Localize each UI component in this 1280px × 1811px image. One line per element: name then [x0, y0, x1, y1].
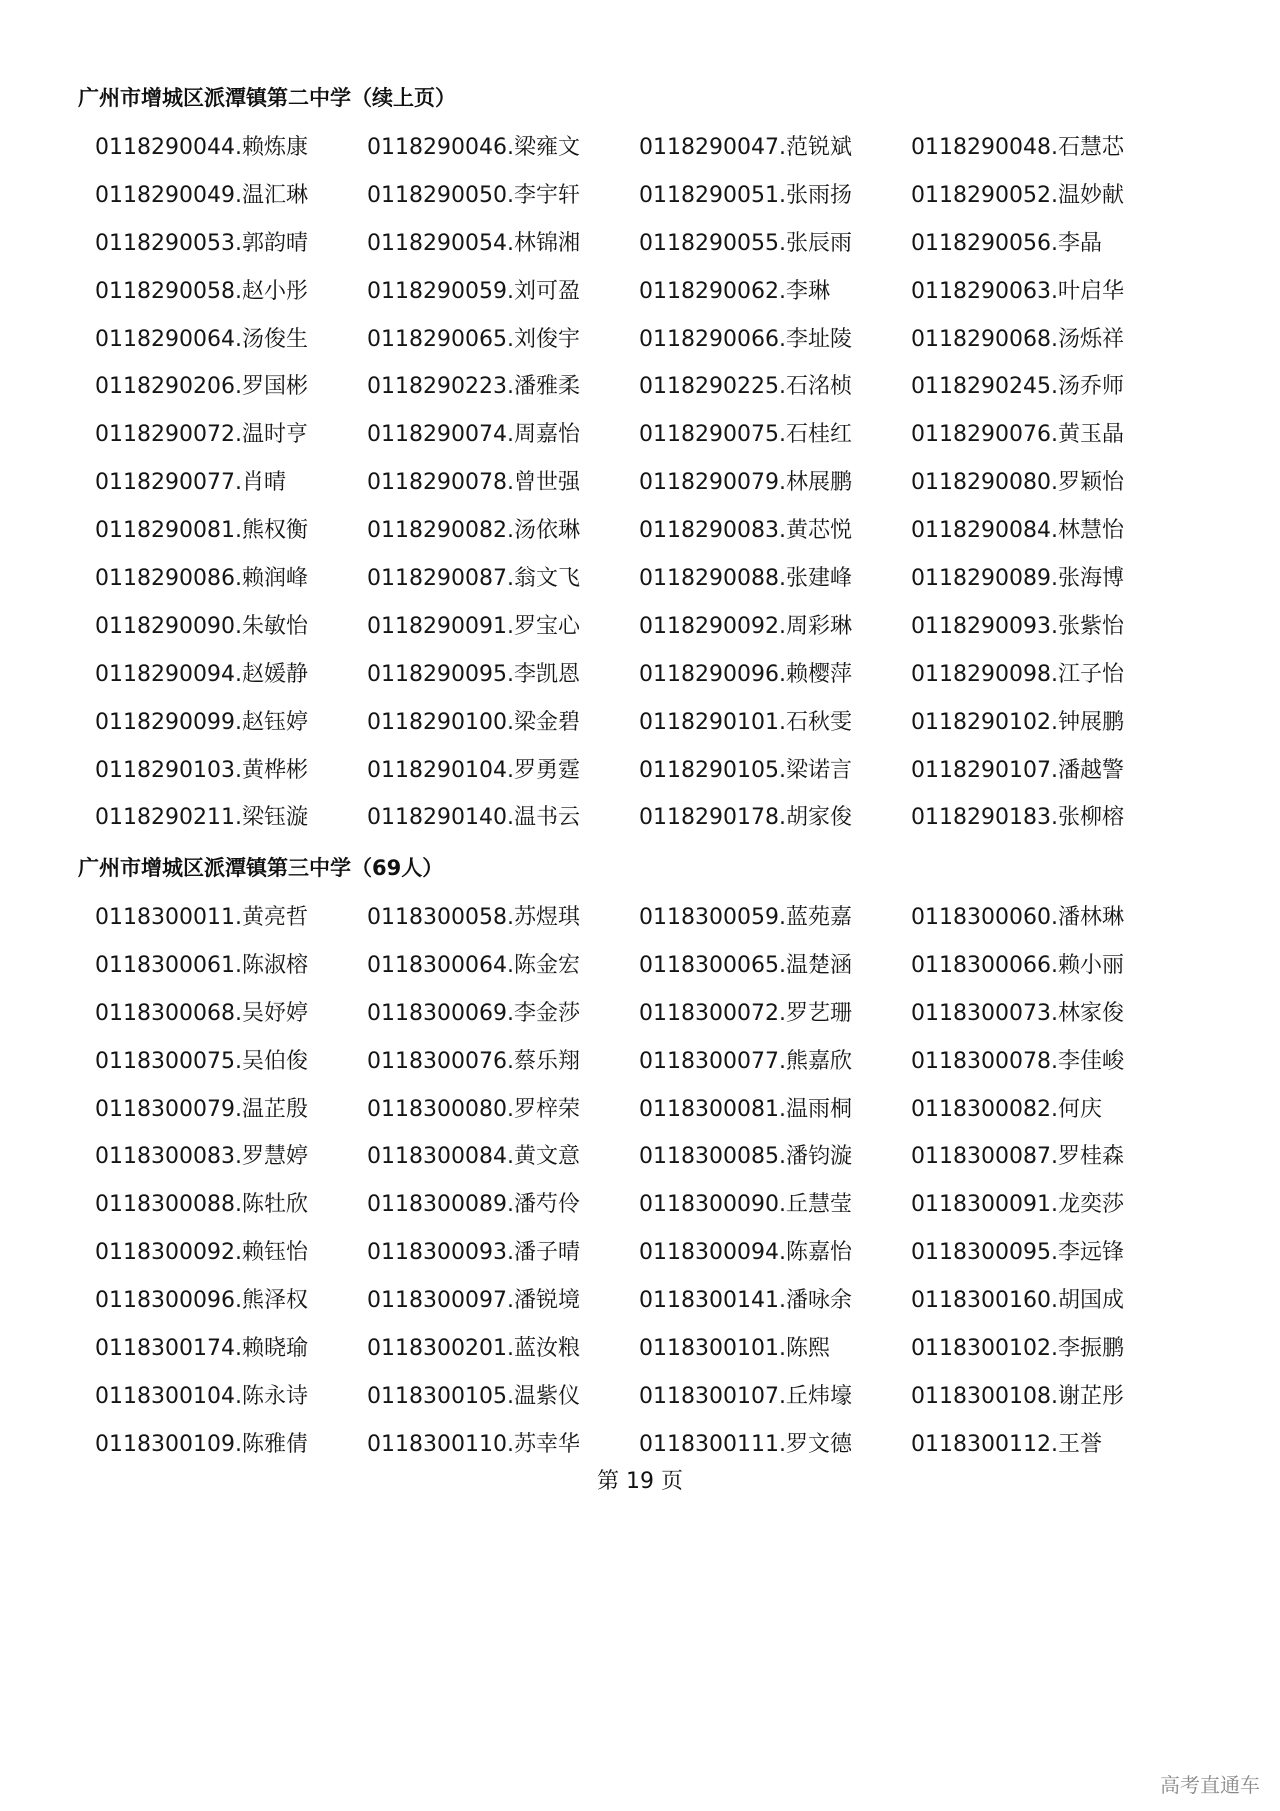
student-entry: 0118290183.张柳榕: [911, 805, 1124, 831]
student-entry: 0118290223.潘雅柔: [367, 374, 580, 400]
student-entry: 0118300073.林家俊: [911, 1000, 1124, 1026]
student-entry: 0118300096.熊泽权: [95, 1288, 308, 1314]
student-entry: 0118290092.周彩琳: [639, 613, 852, 639]
student-entry: 0118300112.王誉: [911, 1431, 1102, 1457]
student-entry: 0118300141.潘咏余: [639, 1288, 852, 1314]
student-entry: 0118290095.李凯恩: [367, 661, 580, 687]
student-entry: 0118300111.罗文德: [639, 1431, 852, 1457]
student-entry: 0118300061.陈淑榕: [95, 952, 308, 978]
student-entry: 0118300174.赖晓瑜: [95, 1336, 308, 1362]
student-entry: 0118290089.张海博: [911, 566, 1124, 592]
student-entry: 0118290074.周嘉怡: [367, 422, 580, 448]
student-entry: 0118300105.温紫仪: [367, 1383, 580, 1409]
student-entry: 0118300087.罗桂森: [911, 1144, 1124, 1170]
student-entry: 0118290065.刘俊宇: [367, 326, 580, 352]
student-entry: 0118300079.温芷殷: [95, 1096, 308, 1122]
student-entry: 0118290078.曾世强: [367, 470, 580, 496]
student-entry: 0118290098.江子怡: [911, 661, 1124, 687]
student-entry: 0118290081.熊权衡: [95, 518, 308, 544]
student-entry: 0118290088.张建峰: [639, 566, 852, 592]
student-entry: 0118290084.林慧怡: [911, 518, 1124, 544]
student-entry: 0118290068.汤烁祥: [911, 326, 1124, 352]
student-entry: 0118290051.张雨扬: [639, 182, 852, 208]
student-entry: 0118290140.温书云: [367, 805, 580, 831]
student-entry: 0118300088.陈牡欣: [95, 1192, 308, 1218]
student-entry: 0118290211.梁钰漩: [95, 805, 308, 831]
student-entry: 0118290079.林展鹏: [639, 470, 852, 496]
student-entry: 0118290066.李址陵: [639, 326, 852, 352]
student-entry: 0118290053.郭韵晴: [95, 230, 308, 256]
student-entry: 0118290076.黄玉晶: [911, 422, 1124, 448]
student-entry: 0118290075.石桂红: [639, 422, 852, 448]
student-entry: 0118290064.汤俊生: [95, 326, 308, 352]
student-entry: 0118300064.陈金宏: [367, 952, 580, 978]
student-entry: 0118300069.李金莎: [367, 1000, 580, 1026]
student-entry: 0118290049.温汇琳: [95, 182, 308, 208]
student-entry: 0118290100.梁金碧: [367, 709, 580, 735]
student-entry: 0118300065.温楚涵: [639, 952, 852, 978]
student-entry: 0118290102.钟展鹏: [911, 709, 1124, 735]
student-entry: 0118300110.苏幸华: [367, 1431, 580, 1457]
student-entry: 0118300081.温雨桐: [639, 1096, 852, 1122]
student-entry: 0118300082.何庆: [911, 1096, 1102, 1122]
student-grid: [95, 124, 1255, 842]
student-entry: 0118300089.潘芍伶: [367, 1192, 580, 1218]
student-entry: 0118290080.罗颖怡: [911, 470, 1124, 496]
student-entry: 0118300068.吴妤婷: [95, 1000, 308, 1026]
student-entry: 0118290245.汤乔师: [911, 374, 1124, 400]
student-entry: 0118290048.石慧芯: [911, 135, 1124, 160]
student-entry: 0118300097.潘锐境: [367, 1288, 580, 1314]
student-entry: 0118300095.李远锋: [911, 1240, 1124, 1266]
student-entry: 0118290056.李晶: [911, 230, 1102, 256]
student-entry: 0118300084.黄文意: [367, 1144, 580, 1170]
student-grid: [95, 894, 1255, 1469]
student-entry: 0118290077.肖晴: [95, 470, 286, 496]
page-number: 第 19 页: [597, 1469, 683, 1494]
student-entry: 0118300101.陈熙: [639, 1336, 830, 1362]
student-entry: 0118300078.李佳峻: [911, 1048, 1124, 1074]
student-entry: 0118290082.汤依琳: [367, 518, 580, 544]
student-entry: 0118300083.罗慧婷: [95, 1144, 308, 1170]
section-title: 广州市增城区派潭镇第二中学（续上页）: [78, 86, 456, 110]
student-entry: 0118300066.赖小丽: [911, 952, 1124, 978]
student-entry: 0118300059.蓝苑嘉: [639, 905, 852, 930]
student-entry: 0118290072.温时亨: [95, 422, 308, 448]
student-entry: 0118300092.赖钰怡: [95, 1240, 308, 1266]
student-entry: 0118300080.罗梓荣: [367, 1096, 580, 1122]
student-entry: 0118290063.叶启华: [911, 278, 1124, 304]
student-entry: 0118300094.陈嘉怡: [639, 1240, 852, 1266]
student-entry: 0118290096.赖樱萍: [639, 661, 852, 687]
student-entry: 0118290104.罗勇霆: [367, 757, 580, 783]
student-entry: 0118300093.潘子晴: [367, 1240, 580, 1266]
student-entry: 0118290107.潘越警: [911, 757, 1124, 783]
student-entry: 0118300060.潘林琳: [911, 905, 1124, 930]
student-entry: 0118300076.蔡乐翔: [367, 1048, 580, 1074]
student-entry: 0118290103.黄桦彬: [95, 757, 308, 783]
student-entry: 0118300011.黄亮哲: [95, 905, 308, 930]
student-entry: 0118300072.罗艺珊: [639, 1000, 852, 1026]
student-entry: 0118300085.潘钧漩: [639, 1144, 852, 1170]
student-entry: 0118290090.朱敏怡: [95, 613, 308, 639]
student-entry: 0118290105.梁诺言: [639, 757, 852, 783]
student-entry: 0118300160.胡国成: [911, 1288, 1124, 1314]
watermark-text: 高考直通车: [1160, 1773, 1260, 1797]
student-entry: 0118290044.赖炼康: [95, 135, 308, 160]
student-entry: 0118300104.陈永诗: [95, 1383, 308, 1409]
student-entry: 0118290093.张紫怡: [911, 613, 1124, 639]
student-entry: 0118300201.蓝汝粮: [367, 1336, 580, 1362]
student-entry: 0118300091.龙奕莎: [911, 1192, 1124, 1218]
student-entry: 0118290225.石洺桢: [639, 374, 852, 400]
student-entry: 0118290087.翁文飞: [367, 566, 580, 592]
student-entry: 0118300058.苏煜琪: [367, 905, 580, 930]
student-entry: 0118290206.罗国彬: [95, 374, 308, 400]
student-entry: 0118290046.梁雍文: [367, 135, 580, 160]
student-entry: 0118290050.李宇轩: [367, 182, 580, 208]
student-entry: 0118290059.刘可盈: [367, 278, 580, 304]
student-entry: 0118290086.赖润峰: [95, 566, 308, 592]
student-entry: 0118290055.张辰雨: [639, 230, 852, 256]
student-entry: 0118290052.温妙献: [911, 182, 1124, 208]
section-title: 广州市增城区派潭镇第三中学（69人）: [78, 856, 444, 880]
student-entry: 0118290099.赵钰婷: [95, 709, 308, 735]
student-entry: 0118290101.石秋雯: [639, 709, 852, 735]
student-entry: 0118300090.丘慧莹: [639, 1192, 852, 1218]
student-entry: 0118300108.谢芷彤: [911, 1383, 1124, 1409]
student-entry: 0118290094.赵媛静: [95, 661, 308, 687]
student-entry: 0118290047.范锐斌: [639, 135, 852, 160]
student-entry: 0118290054.林锦湘: [367, 230, 580, 256]
student-entry: 0118300102.李振鹏: [911, 1336, 1124, 1362]
student-entry: 0118290091.罗宝心: [367, 613, 580, 639]
student-entry: 0118290058.赵小彤: [95, 278, 308, 304]
student-entry: 0118300107.丘炜壕: [639, 1383, 852, 1409]
student-entry: 0118290178.胡家俊: [639, 805, 852, 831]
student-entry: 0118290062.李琳: [639, 278, 830, 304]
student-entry: 0118300109.陈雅倩: [95, 1431, 308, 1457]
student-entry: 0118290083.黄芯悦: [639, 518, 852, 544]
student-entry: 0118300077.熊嘉欣: [639, 1048, 852, 1074]
student-entry: 0118300075.吴伯俊: [95, 1048, 308, 1074]
